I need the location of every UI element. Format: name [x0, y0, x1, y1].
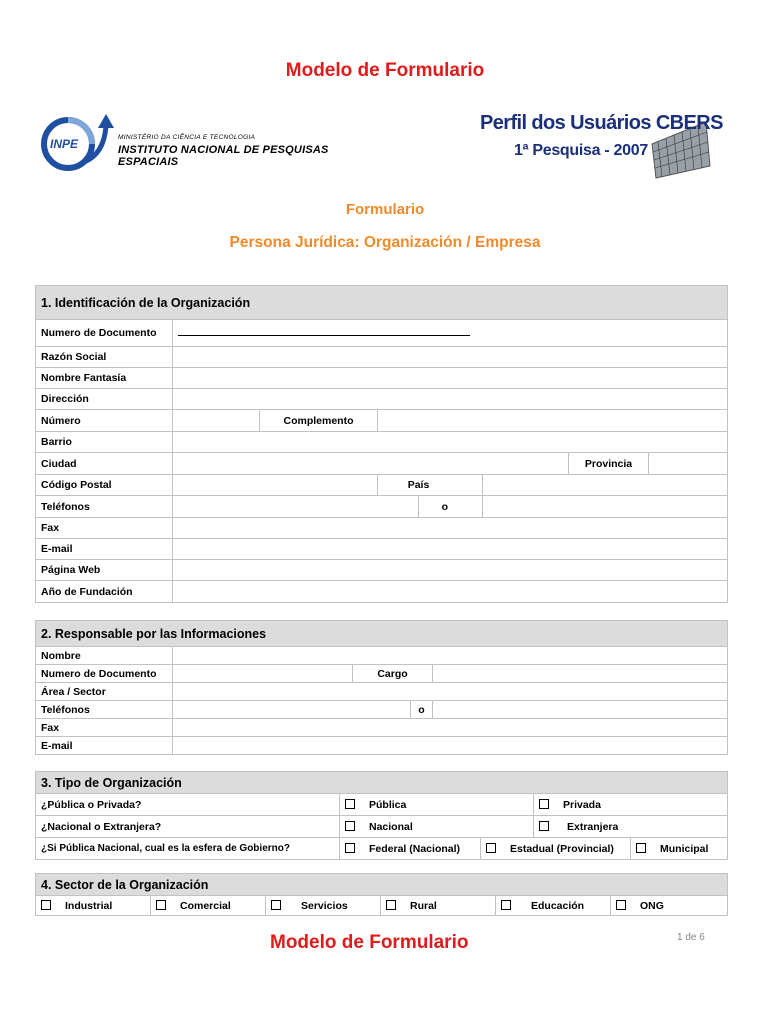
cbers-title: Perfil dos Usuários CBERS	[480, 112, 723, 134]
industrial-checkbox[interactable]	[41, 900, 51, 910]
complemento-field[interactable]	[378, 410, 728, 432]
nacional-extranjera-question: ¿Nacional o Extranjera?	[36, 816, 340, 838]
inpe-institute-name: INSTITUTO NACIONAL DE PESQUISAS ESPACIAIS	[118, 144, 329, 168]
page-number: 1 de 6	[677, 932, 705, 943]
federal-checkbox[interactable]	[345, 843, 355, 853]
email-label: E-mail	[36, 539, 173, 560]
codigo-postal-field[interactable]	[173, 475, 378, 496]
numero-documento-field[interactable]	[173, 320, 728, 347]
responsable-telefonos-or-label: o	[411, 701, 433, 719]
municipal-checkbox[interactable]	[636, 843, 646, 853]
barrio-field[interactable]	[173, 432, 728, 453]
fax-label: Fax	[36, 518, 173, 539]
telefonos-or-label: o	[419, 496, 483, 518]
svg-text:INPE: INPE	[50, 137, 79, 151]
responsable-nombre-field[interactable]	[173, 647, 728, 665]
pagina-web-field[interactable]	[173, 560, 728, 581]
numero-label: Número	[36, 410, 173, 432]
sector-industrial-option[interactable]: Industrial	[36, 896, 151, 916]
comercial-checkbox[interactable]	[156, 900, 166, 910]
responsable-nombre-label: Nombre	[36, 647, 173, 665]
sector-servicios-option[interactable]: Servicios	[266, 896, 381, 916]
responsable-email-field[interactable]	[173, 737, 728, 755]
sector-educacion-option[interactable]: Educación	[496, 896, 611, 916]
section3-header: 3. Tipo de Organización	[36, 772, 728, 794]
numero-field[interactable]	[173, 410, 260, 432]
publica-option[interactable]: Pública	[340, 794, 534, 816]
provincia-label: Provincia	[569, 453, 649, 475]
nacional-checkbox[interactable]	[345, 821, 355, 831]
privada-option[interactable]: Privada	[534, 794, 728, 816]
provincia-field[interactable]	[649, 453, 728, 475]
rural-checkbox[interactable]	[386, 900, 396, 910]
cbers-banner	[480, 108, 723, 180]
estadual-option[interactable]: Estadual (Provincial)	[481, 838, 631, 860]
responsable-email-label: E-mail	[36, 737, 173, 755]
publica-privada-question: ¿Pública o Privada?	[36, 794, 340, 816]
federal-option[interactable]: Federal (Nacional)	[340, 838, 481, 860]
extranjera-option[interactable]: Extranjera	[534, 816, 728, 838]
pagina-web-label: Página Web	[36, 560, 173, 581]
footer-title: Modelo de Formulario	[270, 932, 469, 953]
form-subtitle: Persona Jurídica: Organización / Empresa	[229, 234, 541, 251]
responsable-telefono-field-2[interactable]	[433, 701, 728, 719]
publica-checkbox[interactable]	[345, 799, 355, 809]
responsable-telefono-field-1[interactable]	[173, 701, 411, 719]
nombre-fantasia-field[interactable]	[173, 368, 728, 389]
privada-checkbox[interactable]	[539, 799, 549, 809]
ano-fundacion-field[interactable]	[173, 581, 728, 603]
ciudad-field[interactable]	[173, 453, 569, 475]
municipal-option[interactable]: Municipal	[631, 838, 728, 860]
telefono-field-1[interactable]	[173, 496, 419, 518]
inpe-logo	[40, 112, 380, 172]
ano-fundacion-label: Año de Fundación	[36, 581, 173, 603]
form-title: Formulario	[345, 201, 425, 218]
nombre-fantasia-label: Nombre Fantasía	[36, 368, 173, 389]
cargo-field[interactable]	[433, 665, 728, 683]
codigo-postal-label: Código Postal	[36, 475, 173, 496]
responsable-fax-field[interactable]	[173, 719, 728, 737]
sector-ong-option[interactable]: ONG	[611, 896, 728, 916]
section-sector-organizacion	[35, 873, 728, 916]
section-identificacion	[35, 285, 728, 603]
telefono-field-2[interactable]	[483, 496, 728, 518]
pais-field[interactable]	[483, 475, 728, 496]
extranjera-checkbox[interactable]	[539, 821, 549, 831]
direccion-field[interactable]	[173, 389, 728, 410]
esfera-gobierno-question: ¿Si Pública Nacional, cual es la esfera de Gobierno?	[36, 838, 340, 860]
area-sector-field[interactable]	[173, 683, 728, 701]
pais-label: País	[378, 475, 483, 496]
email-field[interactable]	[173, 539, 728, 560]
ciudad-label: Ciudad	[36, 453, 173, 475]
complemento-label: Complemento	[260, 410, 378, 432]
cargo-label: Cargo	[353, 665, 433, 683]
inpe-globe-icon	[40, 112, 118, 172]
estadual-checkbox[interactable]	[486, 843, 496, 853]
razon-social-label: Razón Social	[36, 347, 173, 368]
nacional-option[interactable]: Nacional	[340, 816, 534, 838]
responsable-documento-field[interactable]	[173, 665, 353, 683]
servicios-checkbox[interactable]	[271, 900, 281, 910]
section-responsable	[35, 620, 728, 755]
sector-rural-option[interactable]: Rural	[381, 896, 496, 916]
telefonos-label: Teléfonos	[36, 496, 173, 518]
ong-checkbox[interactable]	[616, 900, 626, 910]
section4-header: 4. Sector de la Organización	[36, 874, 728, 896]
educacion-checkbox[interactable]	[501, 900, 511, 910]
barrio-label: Barrio	[36, 432, 173, 453]
direccion-label: Dirección	[36, 389, 173, 410]
area-sector-label: Área / Sector	[36, 683, 173, 701]
section-tipo-organizacion	[35, 771, 728, 860]
inpe-ministry-text: MINISTÉRIO DA CIÊNCIA E TECNOLOGIA	[118, 134, 256, 141]
cbers-subtitle: 1ª Pesquisa - 2007	[514, 142, 648, 159]
responsable-telefonos-label: Teléfonos	[36, 701, 173, 719]
responsable-fax-label: Fax	[36, 719, 173, 737]
numero-documento-label: Numero de Documento	[36, 320, 173, 347]
responsable-documento-label: Numero de Documento	[36, 665, 173, 683]
razon-social-field[interactable]	[173, 347, 728, 368]
sector-comercial-option[interactable]: Comercial	[151, 896, 266, 916]
fax-field[interactable]	[173, 518, 728, 539]
document-title: Modelo de Formulario	[285, 60, 485, 81]
section1-header: 1. Identificación de la Organización	[36, 286, 728, 320]
section2-header: 2. Responsable por las Informaciones	[36, 621, 728, 647]
